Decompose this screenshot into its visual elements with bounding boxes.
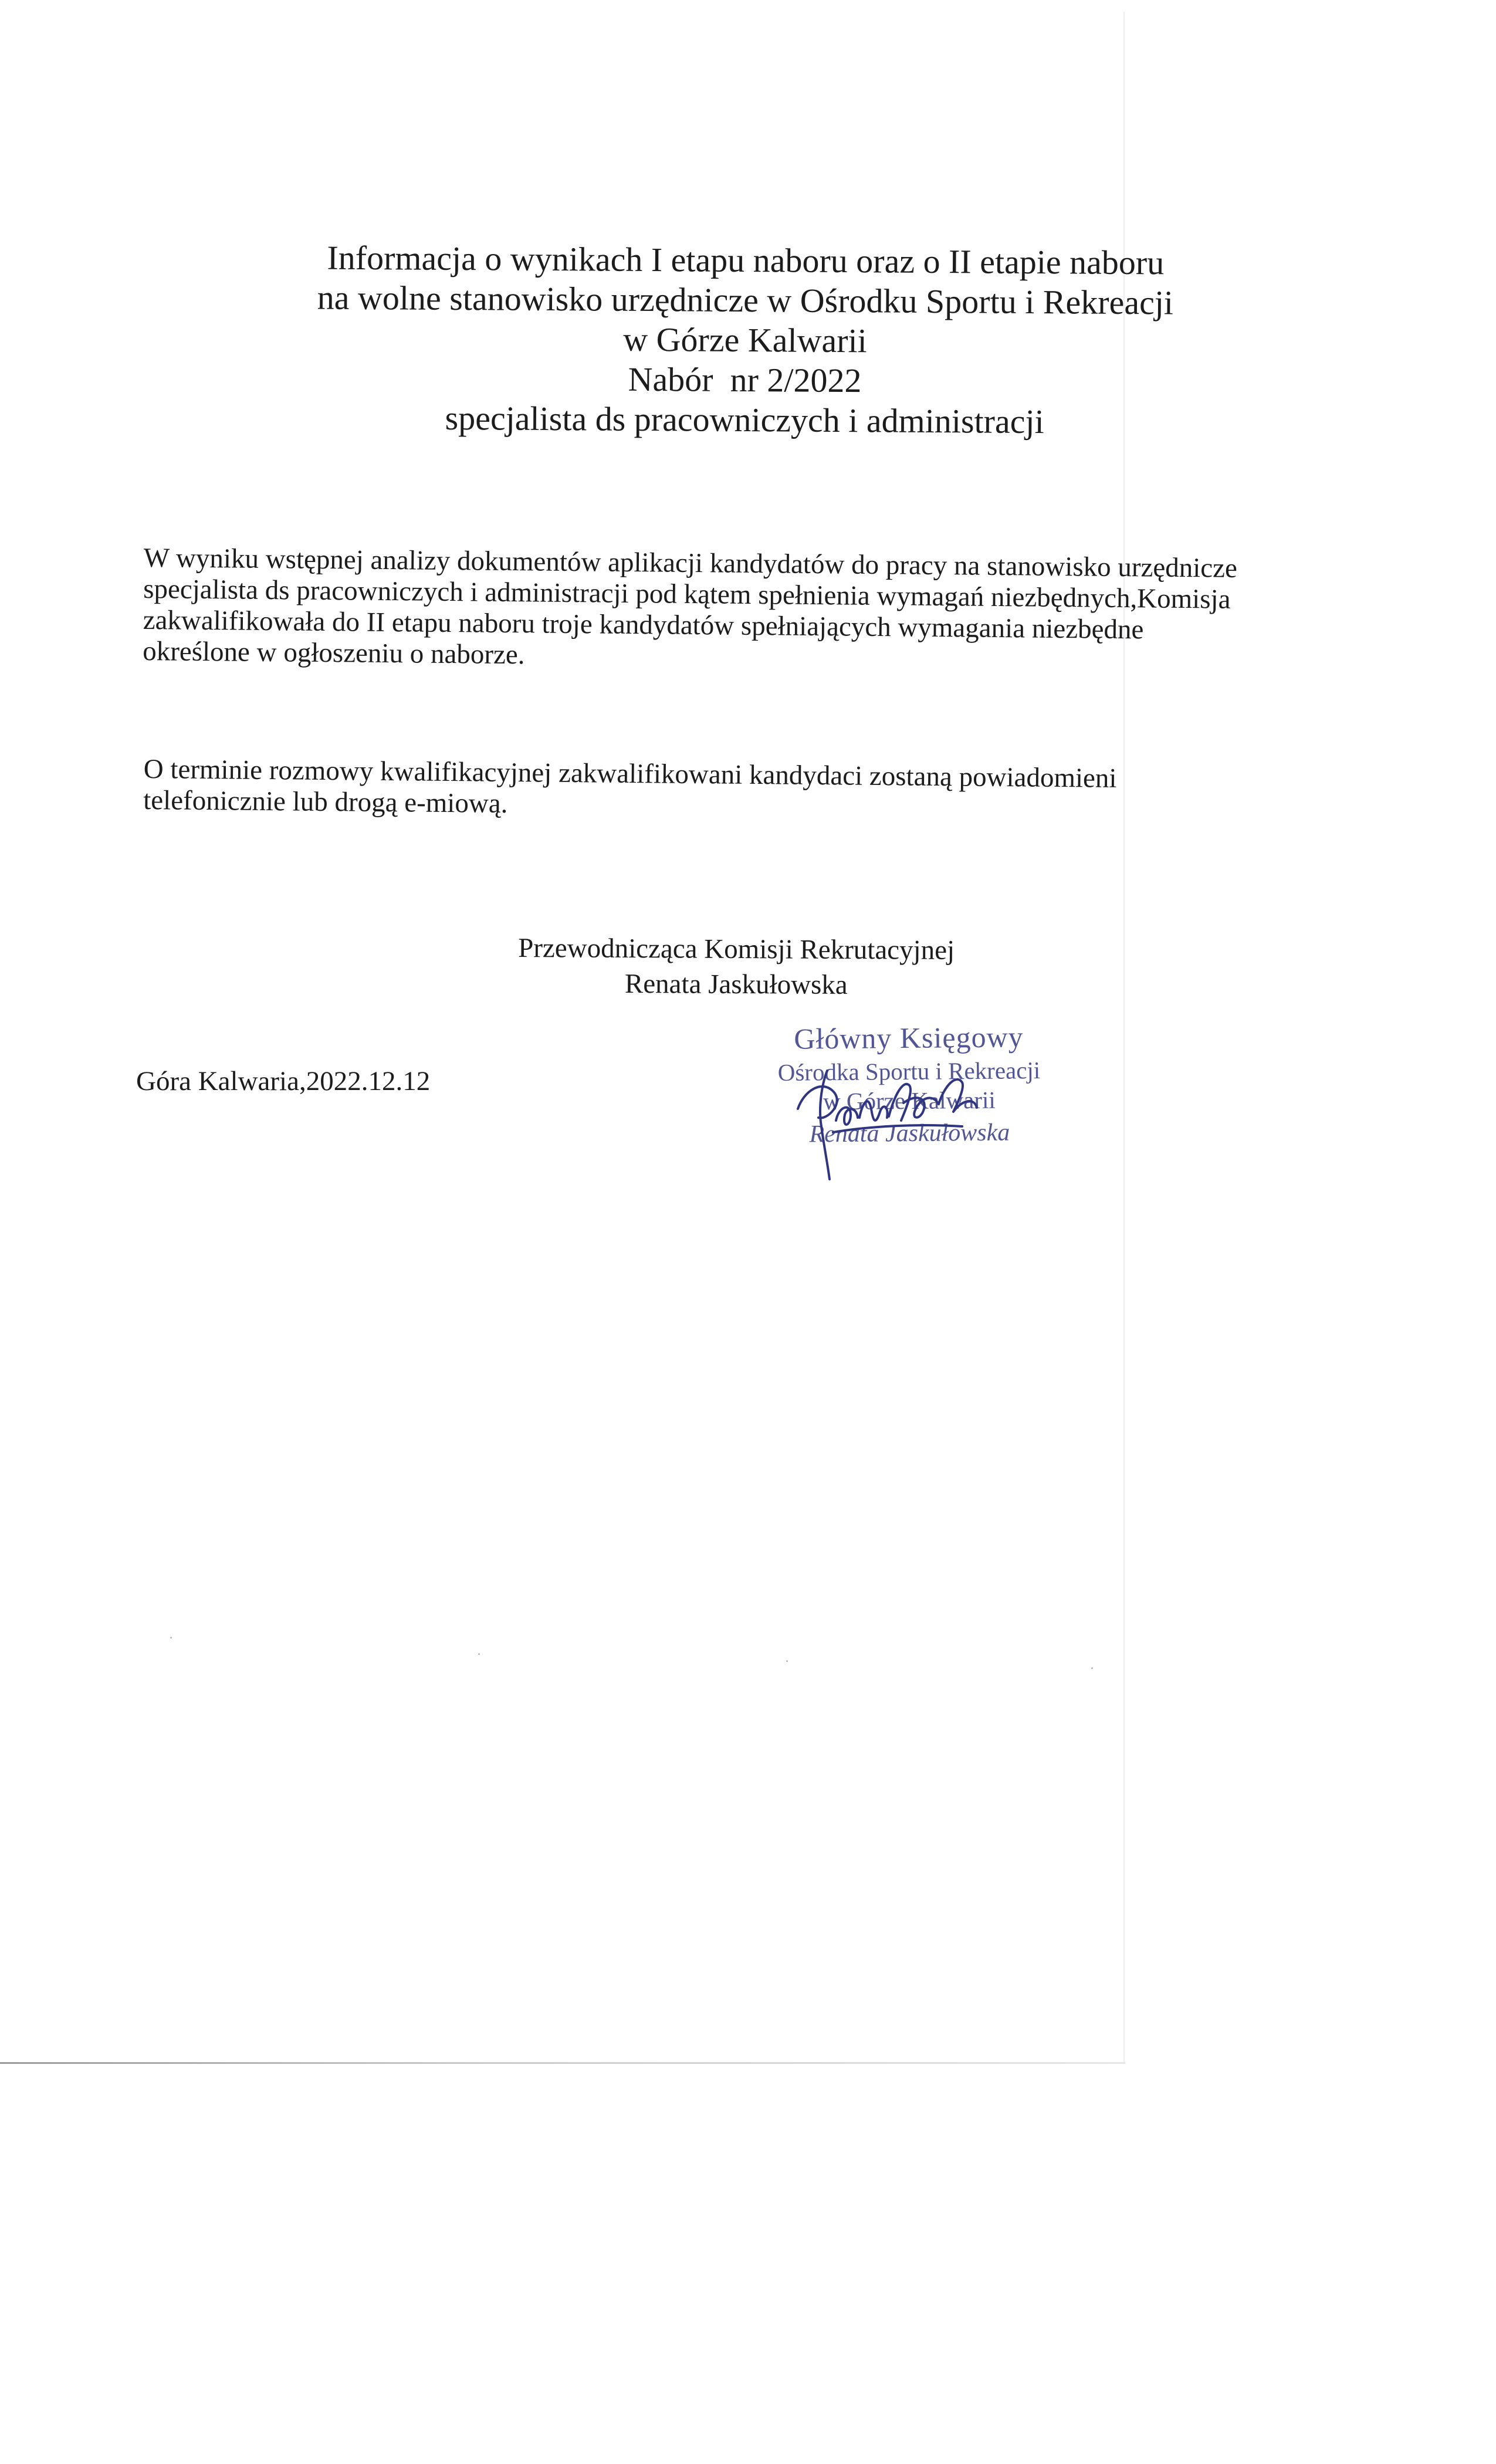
paragraph-line: telefonicznie lub drogą e-miową. <box>143 784 508 819</box>
title-line: Informacja o wynikach I etapu naboru oraz o II etapie naboru <box>327 238 1165 282</box>
scan-speck <box>1091 1667 1093 1669</box>
scan-blank-area <box>0 2064 1125 2464</box>
body-paragraph-interview <box>143 754 1341 828</box>
title-line: na wolne stanowisko urzędnicze w Ośrodku Sportu i Rekreacji <box>317 278 1174 322</box>
stamp-institution: Ośrodka Sportu i Rekreacji <box>777 1057 1041 1086</box>
title-line: Nabór nr 2/2022 <box>628 360 862 400</box>
scan-speck <box>786 1660 788 1662</box>
scan-speck <box>170 1637 172 1639</box>
paragraph-line: O terminie rozmowy kwalifikacyjnej zakwalifikowani kandydaci zostaną powiadomieni <box>143 754 1117 794</box>
paragraph-line: W wyniku wstępnej analizy dokumentów aplikacji kandydatów do pracy na stanowisko urzędnicze <box>143 543 1238 584</box>
paragraph-line: określone w ogłoszeniu o naborze. <box>142 635 525 671</box>
signer-block <box>458 930 1016 1004</box>
paragraph-line: zakwalifikowała do II etapu naboru troje kandydatów spełniających wymagania niezbędne <box>143 604 1144 645</box>
stamp-name: Renata Jaskułowska <box>809 1119 1010 1148</box>
title-line: specjalista ds pracowniczych i administracji <box>445 398 1044 441</box>
document-title <box>246 238 1244 443</box>
stamp-title: Główny Księgowy <box>794 1020 1024 1055</box>
title-line: w Górze Kalwarii <box>623 320 867 360</box>
place-and-date: Góra Kalwaria,2022.12.12 <box>136 1066 431 1096</box>
signer-role: Przewodnicząca Komisji Rekrutacyjnej <box>518 933 955 966</box>
stamp-location: w Górze Kalwarii <box>823 1086 996 1115</box>
paragraph-line: specjalista ds pracowniczych i administracji pod kątem spełnienia wymagań niezbędnych,Komisja <box>143 573 1231 615</box>
scan-speck <box>478 1653 480 1655</box>
body-paragraph-qualification <box>143 543 1341 679</box>
signer-name: Renata Jaskułowska <box>624 969 848 1000</box>
handwritten-signature <box>763 1038 1044 1191</box>
